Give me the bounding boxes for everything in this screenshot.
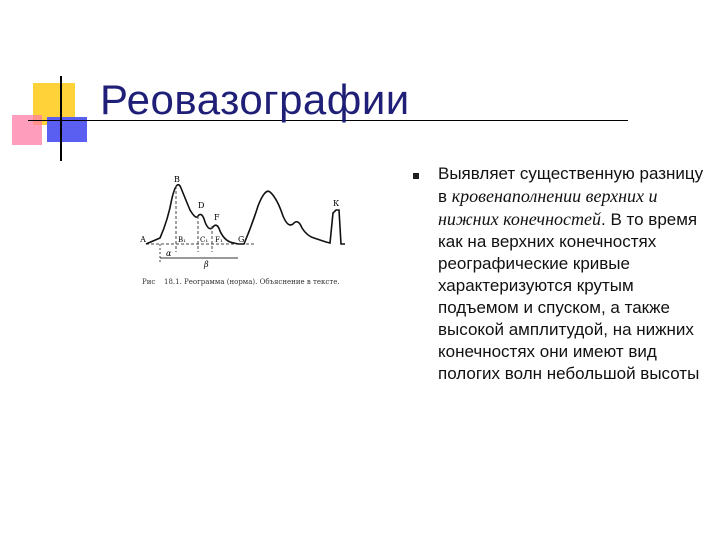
- label-g: G: [238, 235, 245, 244]
- label-b: В: [174, 175, 180, 184]
- bullet-text-part-1: Выявляет существенную разницу в: [438, 164, 704, 206]
- caption-text: 18.1. Реограмма (норма). Объяснение в тексте.: [164, 278, 340, 286]
- rheogram-figure: [140, 170, 370, 305]
- label-beta: β: [204, 260, 209, 269]
- decor-vertical-line: [60, 76, 62, 161]
- label-d: D: [198, 201, 205, 210]
- bullet-square-icon: [413, 173, 419, 179]
- slide-title: Реовазографии: [100, 76, 410, 123]
- rheogram-image: [140, 170, 370, 305]
- label-c1: С₁: [200, 236, 209, 244]
- label-f1: F₁: [215, 236, 223, 244]
- bullet-text-italic: кровенаполнении верхних и нижних конечностей: [438, 186, 658, 229]
- bullet-text: [438, 163, 708, 385]
- label-b1: В₁: [178, 236, 186, 244]
- label-k: К: [333, 199, 340, 208]
- caption-prefix: Рис: [142, 278, 156, 286]
- label-alpha: α: [166, 249, 172, 258]
- bullet-text-part-2: . В то время как на верхних конечностях реографические кривые характеризуются крутым подъемом и спуском, а также высокой амплитудой, на нижних конечностях они имеют вид пологих волн небольшой высоты: [438, 210, 700, 383]
- label-f: F: [214, 213, 220, 222]
- label-a: А: [140, 235, 147, 244]
